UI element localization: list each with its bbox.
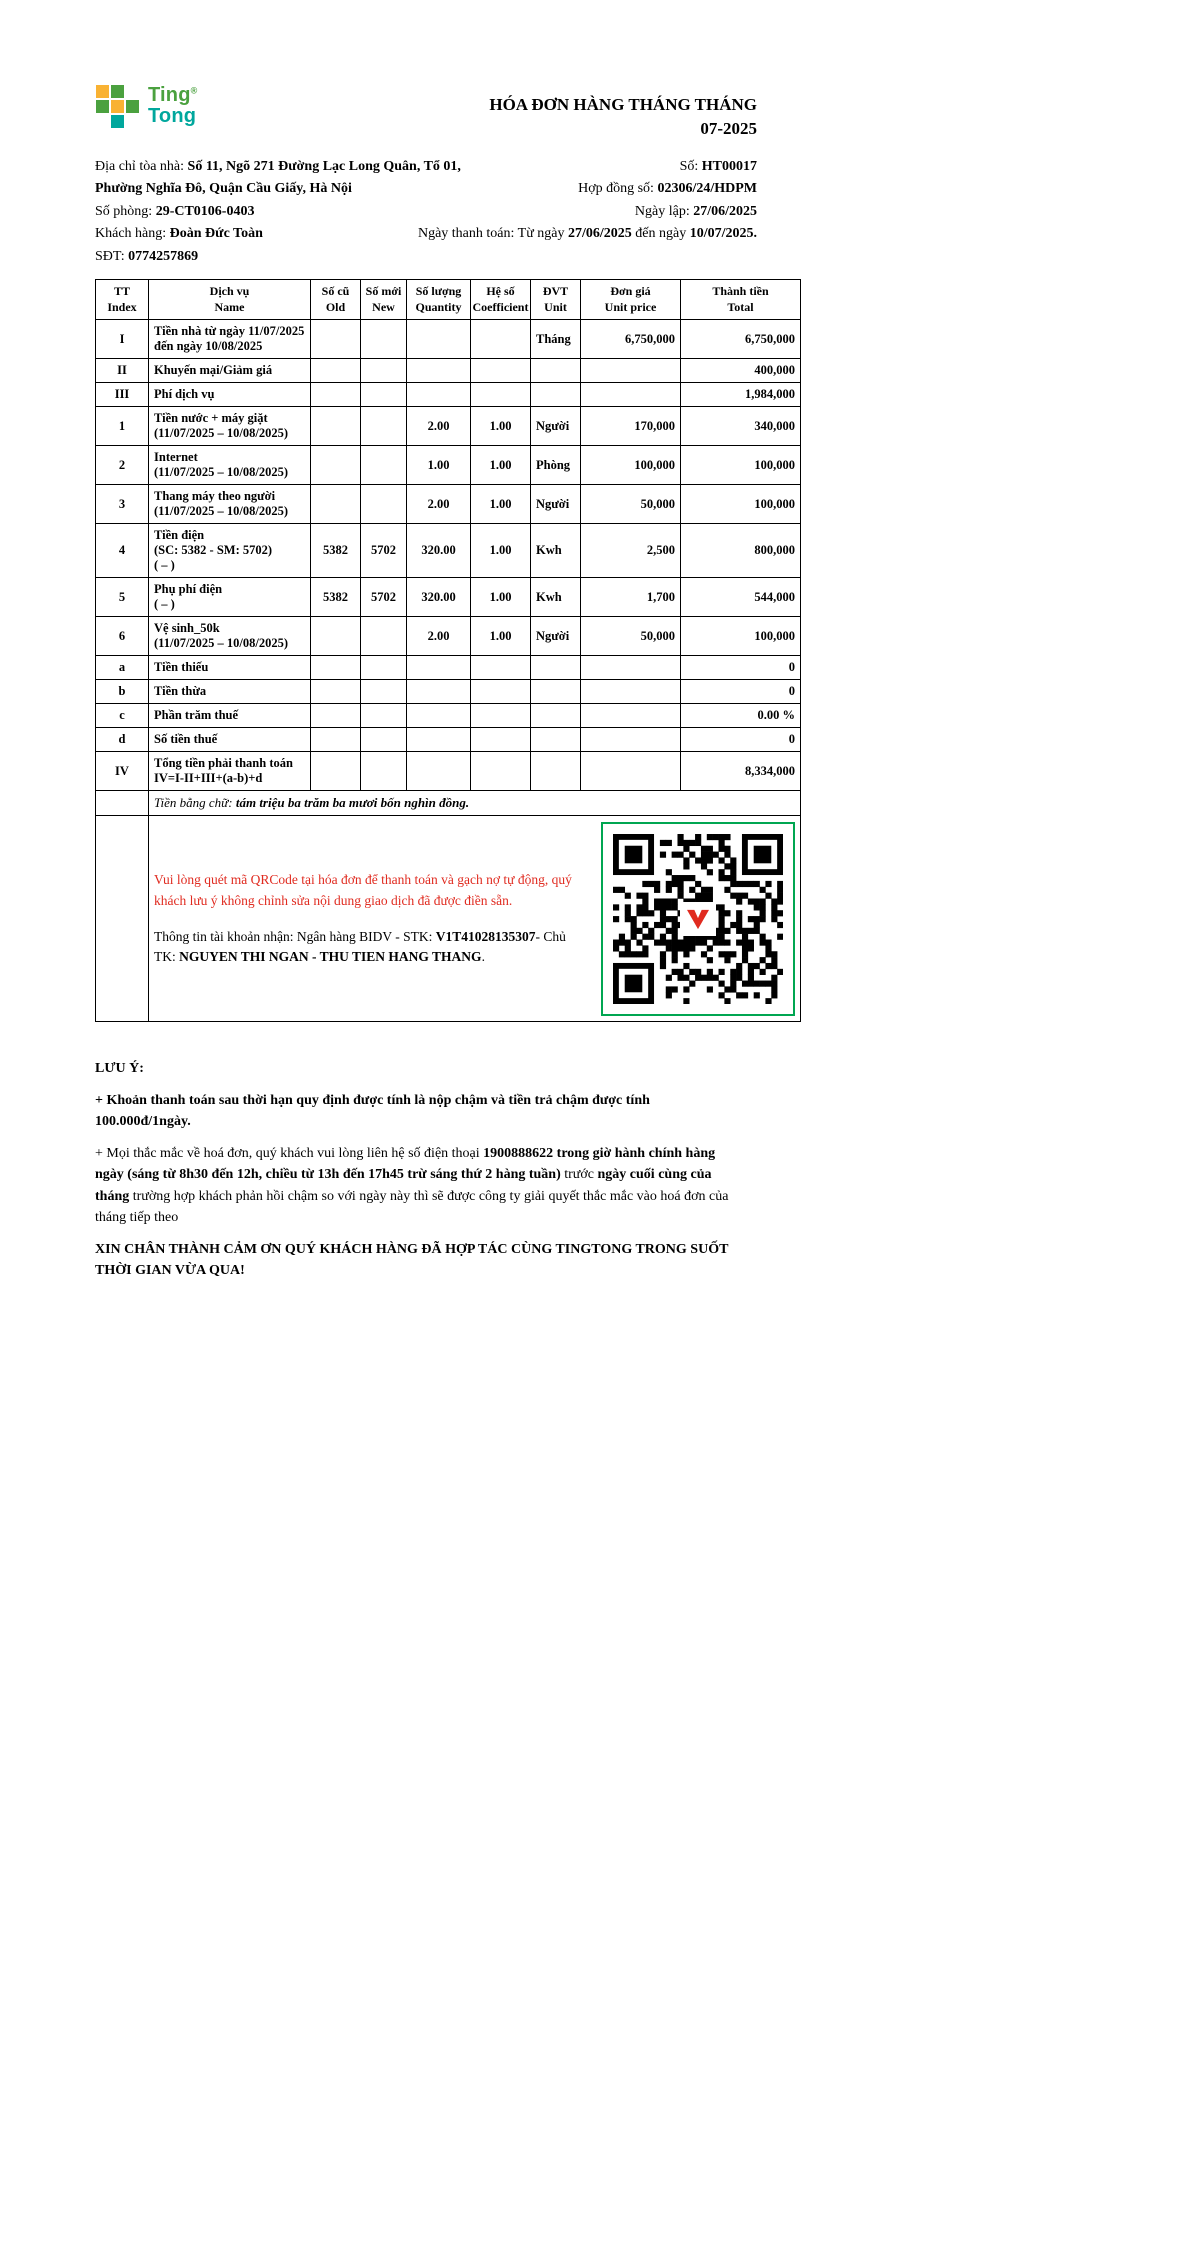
header [95, 84, 800, 141]
cell-total: 340,000 [681, 407, 801, 446]
col-header-coefficient: Hệ số Coefficient [471, 280, 531, 320]
cell-unit-price [581, 680, 681, 704]
building-address-line1 [95, 156, 461, 179]
table-row [96, 320, 801, 359]
col-header-service: Dịch vụ Name [149, 280, 311, 320]
cell-unit-price: 100,000 [581, 446, 681, 485]
payment-instructions [154, 870, 601, 967]
cell-index: IV [96, 752, 149, 791]
cell-unit [531, 704, 581, 728]
phone-label: SĐT: [95, 248, 129, 264]
cell-quantity: 2.00 [407, 617, 471, 656]
cell-unit-price: 50,000 [581, 485, 681, 524]
cell-new-reading [361, 320, 407, 359]
col-header-index: TT Index [96, 280, 149, 320]
cell-quantity: 320.00 [407, 524, 471, 578]
amount-words-value: tám triệu ba trăm ba mươi bốn nghìn đồng. [235, 795, 470, 811]
invoice-content [95, 84, 800, 1292]
info-row [95, 246, 757, 269]
qr-row [96, 816, 801, 1022]
cell-unit-price: 1,700 [581, 578, 681, 617]
cell-new-reading [361, 407, 407, 446]
cell-old-reading [311, 680, 361, 704]
cell-unit [531, 656, 581, 680]
cell-service-name: Số tiền thuế [149, 728, 311, 752]
customer-value: Đoàn Đức Toàn [169, 226, 263, 242]
cell-old-reading [311, 752, 361, 791]
cell-unit-price: 50,000 [581, 617, 681, 656]
cell-quantity [407, 752, 471, 791]
cell-quantity: 320.00 [407, 578, 471, 617]
cell-service-name: Internet (11/07/2025 – 10/08/2025) [149, 446, 311, 485]
cell-old-reading [311, 446, 361, 485]
table-row [96, 383, 801, 407]
cell-quantity [407, 680, 471, 704]
cell-total: 0 [681, 680, 801, 704]
info-row [95, 223, 757, 246]
info-row [95, 201, 757, 224]
cell-new-reading [361, 446, 407, 485]
cell-new-reading [361, 617, 407, 656]
invoice-title: HÓA ĐƠN HÀNG THÁNG THÁNG 07-2025 [489, 95, 757, 138]
cell-new-reading [361, 485, 407, 524]
table-row [96, 752, 801, 791]
customer-label: Khách hàng: [95, 226, 170, 242]
cell-total: 0 [681, 656, 801, 680]
hotline-note-e: trường hợp khách phản hồi chậm so với ngày này thì sẽ được công ty giải quyết thắc mắc vào hoá đơn của tháng tiếp theo [95, 1188, 729, 1226]
footer-notes [95, 1058, 745, 1282]
footer-heading: LƯU Ý: [95, 1061, 144, 1077]
cell-index: 5 [96, 578, 149, 617]
tingtong-logo-icon [95, 84, 141, 130]
bank-account-info [154, 927, 585, 968]
cell-unit-price: 2,500 [581, 524, 681, 578]
cell-unit: Phòng [531, 446, 581, 485]
customer-name [95, 223, 263, 246]
amount-in-words-row [96, 791, 801, 816]
cell-unit [531, 752, 581, 791]
col-header-new: Số mới New [361, 280, 407, 320]
address-value-2: Phường Nghĩa Đô, Quận Cầu Giấy, Hà Nội [95, 181, 352, 197]
cell-index: I [96, 320, 149, 359]
cell-old-reading [311, 485, 361, 524]
cell-index: b [96, 680, 149, 704]
cell-total: 100,000 [681, 446, 801, 485]
table-row [96, 407, 801, 446]
col-header-old: Số cũ Old [311, 280, 361, 320]
account-mid: - Chủ TK: [154, 928, 566, 965]
invoice-table [95, 279, 801, 1022]
qr-payment-cell [149, 816, 801, 1022]
cell-unit: Người [531, 617, 581, 656]
cell-unit-price: 170,000 [581, 407, 681, 446]
table-row [96, 524, 801, 578]
cell-index: III [96, 383, 149, 407]
cell-total: 0 [681, 728, 801, 752]
cell-unit [531, 383, 581, 407]
cell-coefficient [471, 680, 531, 704]
cell-old-reading: 5382 [311, 578, 361, 617]
cell-new-reading [361, 728, 407, 752]
cell-index: c [96, 704, 149, 728]
cell-unit [531, 680, 581, 704]
cell-coefficient [471, 359, 531, 383]
tingtong-logo [95, 84, 198, 130]
qr-row-index-cell [96, 816, 149, 1022]
cell-unit: Người [531, 485, 581, 524]
invoice-info [95, 156, 800, 269]
red-v-icon [686, 908, 710, 930]
cell-unit: Kwh [531, 578, 581, 617]
hotline-number: 1900888622 trong giờ hành chính hàng ngày (sáng từ 8h30 đến 12h, chiều từ 13h đến 17h45 trừ sáng thứ 2 hàng tuần) [95, 1145, 716, 1183]
cell-service-name: Phí dịch vụ [149, 383, 311, 407]
account-number: V1T41028135307 [435, 928, 536, 944]
cell-index: II [96, 359, 149, 383]
invoice-no-value: HT00017 [701, 158, 757, 174]
registered-mark: ® [190, 85, 198, 96]
cell-old-reading [311, 617, 361, 656]
table-row [96, 704, 801, 728]
cell-index: 2 [96, 446, 149, 485]
cell-total: 800,000 [681, 524, 801, 578]
cell-new-reading [361, 359, 407, 383]
table-header-row [96, 280, 801, 320]
cell-service-name: Tiền nhà từ ngày 11/07/2025 đến ngày 10/08/2025 [149, 320, 311, 359]
cell-new-reading: 5702 [361, 578, 407, 617]
cell-quantity: 2.00 [407, 407, 471, 446]
account-holder: NGUYEN THI NGAN - THU TIEN HANG THANG [179, 949, 482, 965]
cell-index: d [96, 728, 149, 752]
table-row [96, 656, 801, 680]
cell-total: 1,984,000 [681, 383, 801, 407]
room-label: Số phòng: [95, 203, 156, 219]
cell-old-reading: 5382 [311, 524, 361, 578]
address-value-1: Số 11, Ngõ 271 Đường Lạc Long Quân, Tổ 01, [187, 158, 461, 174]
cell-quantity [407, 320, 471, 359]
cell-service-name: Phần trăm thuế [149, 704, 311, 728]
cell-new-reading: 5702 [361, 524, 407, 578]
cell-quantity [407, 728, 471, 752]
cell-new-reading [361, 752, 407, 791]
cell-old-reading [311, 656, 361, 680]
cell-unit: Người [531, 407, 581, 446]
cell-index: 6 [96, 617, 149, 656]
cell-total: 400,000 [681, 359, 801, 383]
logo-tong: Tong [148, 105, 197, 127]
cell-old-reading [311, 359, 361, 383]
cell-index: a [96, 656, 149, 680]
cell-old-reading [311, 407, 361, 446]
cell-coefficient [471, 728, 531, 752]
cell-coefficient [471, 704, 531, 728]
cell-old-reading [311, 320, 361, 359]
cell-quantity [407, 656, 471, 680]
cell-coefficient: 1.00 [471, 617, 531, 656]
cell-index: 3 [96, 485, 149, 524]
cell-unit-price [581, 383, 681, 407]
payment-window [418, 223, 757, 246]
qr-center-logo [680, 902, 716, 936]
invoice-number [680, 156, 757, 179]
cell-quantity [407, 704, 471, 728]
cell-service-name: Tiền điện (SC: 5382 - SM: 5702) ( – ) [149, 524, 311, 578]
cell-unit-price [581, 704, 681, 728]
cell-quantity: 2.00 [407, 485, 471, 524]
table-row [96, 446, 801, 485]
customer-phone [95, 246, 198, 269]
cell-quantity [407, 383, 471, 407]
cell-unit-price [581, 359, 681, 383]
account-prefix: Thông tin tài khoản nhận: Ngân hàng BIDV - STK: [154, 928, 436, 944]
hotline-note-c: trước [560, 1167, 598, 1183]
col-header-unit-price: Đơn giá Unit price [581, 280, 681, 320]
table-row [96, 680, 801, 704]
col-header-quantity: Số lượng Quantity [407, 280, 471, 320]
table-row [96, 485, 801, 524]
hotline-note-a: + Mọi thắc mắc về hoá đơn, quý khách vui lòng liên hệ số điện thoại [95, 1145, 484, 1161]
amount-words-index-cell [96, 791, 149, 816]
cell-new-reading [361, 656, 407, 680]
cell-new-reading [361, 704, 407, 728]
table-row [96, 578, 801, 617]
cell-coefficient: 1.00 [471, 524, 531, 578]
issue-date [635, 201, 757, 224]
cell-new-reading [361, 680, 407, 704]
qr-code [601, 822, 795, 1016]
issue-date-label: Ngày lập: [634, 203, 694, 219]
table-row [96, 359, 801, 383]
cell-index: 4 [96, 524, 149, 578]
payment-to-date: 10/07/2025 [689, 226, 754, 242]
invoice-table-body [96, 320, 801, 791]
cell-unit: Kwh [531, 524, 581, 578]
cell-total: 544,000 [681, 578, 801, 617]
room-value: 29-CT0106-0403 [155, 203, 255, 219]
cell-service-name: Phụ phí điện ( – ) [149, 578, 311, 617]
cell-unit [531, 359, 581, 383]
cell-coefficient [471, 383, 531, 407]
cell-service-name: Vệ sinh_50k (11/07/2025 – 10/08/2025) [149, 617, 311, 656]
cell-service-name: Tiền thiếu [149, 656, 311, 680]
cell-total: 6,750,000 [681, 320, 801, 359]
amount-in-words [149, 791, 801, 816]
contract-value: 02306/24/HDPM [657, 181, 757, 197]
amount-words-label: Tiền bằng chữ: [154, 795, 236, 811]
hotline-note [95, 1143, 745, 1229]
cell-unit-price [581, 752, 681, 791]
address-label: Địa chỉ tòa nhà: [95, 158, 188, 174]
account-suffix: . [481, 949, 485, 965]
payment-from-date: 27/06/2025 [568, 226, 632, 242]
cell-coefficient: 1.00 [471, 578, 531, 617]
cell-total: 100,000 [681, 617, 801, 656]
deadline-note: ngày cuối cùng của tháng [95, 1167, 712, 1204]
cell-unit-price: 6,750,000 [581, 320, 681, 359]
cell-old-reading [311, 383, 361, 407]
logo-line1 [148, 85, 198, 106]
cell-new-reading [361, 383, 407, 407]
table-row [96, 728, 801, 752]
room-number [95, 201, 254, 224]
issue-date-value: 27/06/2025 [693, 203, 757, 219]
cell-service-name: Tiền thừa [149, 680, 311, 704]
cell-service-name: Khuyến mại/Giảm giá [149, 359, 311, 383]
cell-quantity [407, 359, 471, 383]
payment-period: . [753, 226, 757, 242]
table-row [96, 617, 801, 656]
phone-value: 0774257869 [128, 248, 199, 264]
cell-total: 0.00 % [681, 704, 801, 728]
cell-service-name: Tiền nước + máy giặt (11/07/2025 – 10/08/2025) [149, 407, 311, 446]
cell-old-reading [311, 728, 361, 752]
cell-service-name: Tổng tiền phải thanh toán IV=I-II+III+(a-b)+d [149, 752, 311, 791]
cell-coefficient: 1.00 [471, 485, 531, 524]
building-address-line2 [95, 178, 352, 201]
info-row [95, 178, 757, 201]
contract-label: Hợp đồng số: [578, 181, 658, 197]
cell-coefficient: 1.00 [471, 407, 531, 446]
cell-unit-price [581, 656, 681, 680]
tingtong-logo-text [148, 85, 198, 127]
invoice-no-label: Số: [679, 158, 702, 174]
cell-total: 100,000 [681, 485, 801, 524]
col-header-total: Thành tiền Total [681, 280, 801, 320]
logo-ting: Ting [148, 84, 191, 106]
cell-unit [531, 728, 581, 752]
info-row [95, 156, 757, 179]
cell-coefficient [471, 656, 531, 680]
cell-service-name: Thang máy theo người (11/07/2025 – 10/08/2025) [149, 485, 311, 524]
payment-to-label: đến ngày [631, 226, 690, 242]
thank-you-note: XIN CHÂN THÀNH CẢM ƠN QUÝ KHÁCH HÀNG ĐÃ HỢP TÁC CÙNG TINGTONG TRONG SUỐT THỜI GIAN VỪA QUA! [95, 1241, 729, 1279]
payment-label: Ngày thanh toán: Từ ngày [417, 226, 568, 242]
col-header-unit: ĐVT Unit [531, 280, 581, 320]
cell-total: 8,334,000 [681, 752, 801, 791]
cell-old-reading [311, 704, 361, 728]
cell-coefficient [471, 320, 531, 359]
cell-unit: Tháng [531, 320, 581, 359]
cell-unit-price [581, 728, 681, 752]
contract-number [578, 178, 757, 201]
qr-warning-text: Vui lòng quét mã QRCode tại hóa đơn để thanh toán và gạch nợ tự động, quý khách lưu ý không chỉnh sửa nội dung giao dịch đã được điền sẵn. [154, 872, 572, 908]
late-payment-note: + Khoản thanh toán sau thời hạn quy định được tính là nộp chậm và tiền trả chậm được tính 100.000đ/1ngày. [95, 1092, 650, 1130]
cell-index: 1 [96, 407, 149, 446]
cell-coefficient: 1.00 [471, 446, 531, 485]
cell-coefficient [471, 752, 531, 791]
cell-quantity: 1.00 [407, 446, 471, 485]
